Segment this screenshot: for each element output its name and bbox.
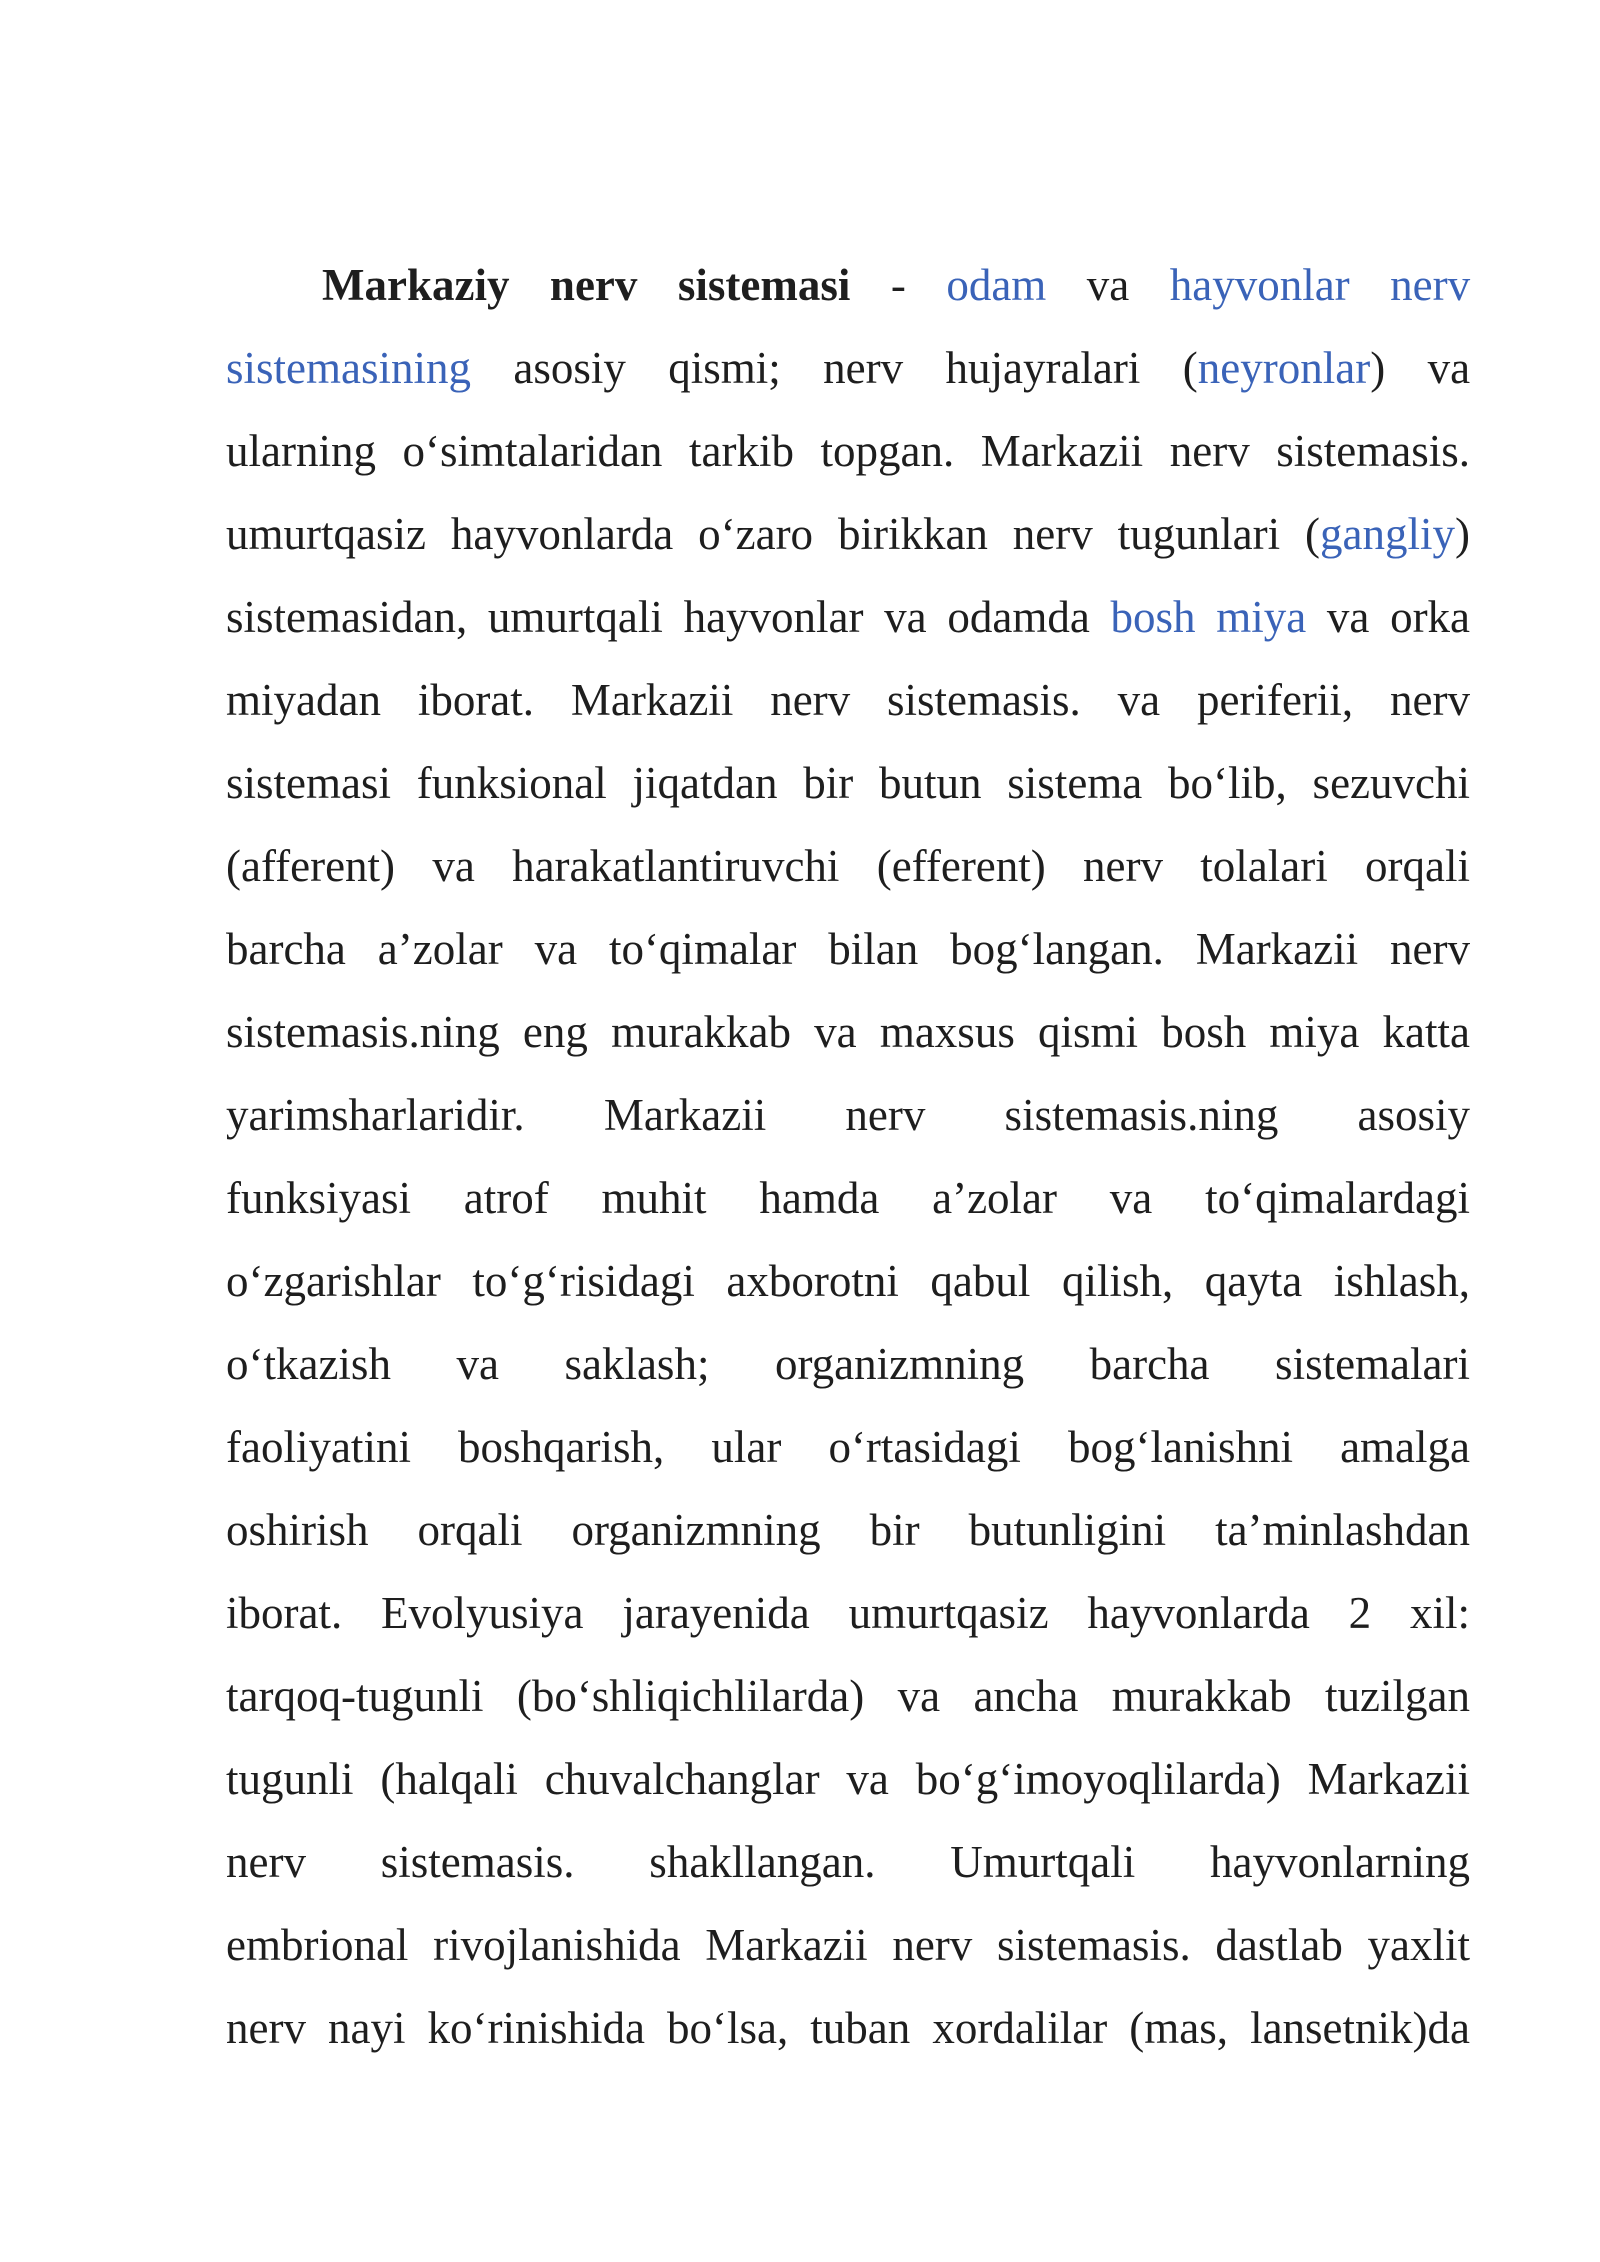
text-span: nerv <box>823 343 904 393</box>
text-line <box>226 410 1470 493</box>
text-span: (afferent) va harakatlantiruvchi (efferent) nerv tolalari orqali <box>226 841 1470 891</box>
text-line <box>226 1406 1470 1489</box>
inline-link[interactable]: odam <box>946 260 1047 310</box>
text-span: sistemasi funksional jiqatdan bir butun sistema bo‘lib, sezuvchi <box>226 758 1470 808</box>
text-span: va orka <box>1326 592 1471 642</box>
text-line <box>226 1157 1470 1240</box>
text-line <box>226 1489 1470 1572</box>
text-line <box>226 244 1470 327</box>
text-span: hujayralari <box>945 343 1141 393</box>
text-line <box>226 1987 1470 2070</box>
text-line <box>226 742 1470 825</box>
text-span: barcha a’zolar va to‘qimalar bilan bog‘langan. Markazii nerv <box>226 924 1470 974</box>
text-span: o‘tkazish va saklash; organizmning barcha sistemalari <box>226 1339 1470 1389</box>
inline-link[interactable]: bosh miya <box>1110 592 1307 642</box>
bold-term: nerv <box>549 260 638 310</box>
bold-term: sistemasi <box>677 260 851 310</box>
text-span: yarimsharlaridir. Markazii nerv sistemasis.ning asosiy <box>226 1090 1470 1140</box>
text-line <box>226 908 1470 991</box>
inline-link[interactable]: sistemasining <box>226 343 471 393</box>
text-span: ularning o‘simtalaridan tarkib topgan. Markazii nerv sistemasis. <box>226 426 1470 476</box>
text-span: ( <box>1182 343 1198 393</box>
text-span: tugunli (halqali chuvalchanglar va bo‘g‘imoyoqlilarda) Markazii <box>226 1754 1470 1804</box>
text-span: funksiyasi atrof muhit hamda a’zolar va to‘qimalardagi <box>226 1173 1470 1223</box>
text-span: faoliyatini boshqarish, ular o‘rtasidagi bog‘lanishni amalga <box>226 1422 1470 1472</box>
text-line <box>226 825 1470 908</box>
text-line <box>226 327 1470 410</box>
text-span: ) <box>1455 509 1470 559</box>
text-line <box>226 1904 1470 1987</box>
text-line <box>226 1240 1470 1323</box>
bold-term: Markaziy <box>322 260 510 310</box>
article-paragraph <box>226 244 1470 2070</box>
text-span: miyadan iborat. Markazii nerv sistemasis. va periferii, nerv <box>226 675 1470 725</box>
text-span: - <box>890 260 906 310</box>
text-line <box>226 1323 1470 1406</box>
text-span: nerv nayi ko‘rinishida bo‘lsa, tuban xordalilar (mas, lansetnik)da <box>226 2003 1470 2053</box>
text-line <box>226 991 1470 1074</box>
text-line <box>226 1074 1470 1157</box>
text-span: oshirish orqali organizmning bir butunligini ta’minlashdan <box>226 1505 1470 1555</box>
text-span: umurtqasiz hayvonlarda o‘zaro birikkan nerv tugunlari ( <box>226 509 1321 559</box>
text-line <box>226 1655 1470 1738</box>
inline-link[interactable]: gangliy <box>1320 509 1455 559</box>
text-span: sistemasidan, umurtqali hayvonlar va odamda <box>226 592 1090 642</box>
text-span: embrional rivojlanishida Markazii nerv sistemasis. dastlab yaxlit <box>226 1920 1470 1970</box>
text-line <box>226 659 1470 742</box>
text-span: va <box>1086 260 1130 310</box>
text-line <box>226 1572 1470 1655</box>
text-span: o‘zgarishlar to‘g‘risidagi axborotni qabul qilish, qayta ishlash, <box>226 1256 1470 1306</box>
text-line <box>226 576 1470 659</box>
text-span: nerv sistemasis. shakllangan. Umurtqali hayvonlarning <box>226 1837 1470 1887</box>
text-line <box>226 1738 1470 1821</box>
text-span: tarqoq-tugunli (bo‘shliqichlilarda) va ancha murakkab tuzilgan <box>226 1671 1470 1721</box>
inline-link[interactable]: neyronlar <box>1197 343 1371 393</box>
text-span: qismi; <box>668 343 781 393</box>
text-span: va <box>1427 343 1471 393</box>
inline-link[interactable]: nerv <box>1390 260 1471 310</box>
text-line <box>226 493 1470 576</box>
text-span: ) <box>1370 343 1386 393</box>
text-span: iborat. Evolyusiya jarayenida umurtqasiz hayvonlarda 2 xil: <box>226 1588 1470 1638</box>
inline-link[interactable]: hayvonlar <box>1169 260 1350 310</box>
text-span: sistemasis.ning eng murakkab va maxsus qismi bosh miya katta <box>226 1007 1470 1057</box>
text-line <box>226 1821 1470 1904</box>
text-span: asosiy <box>513 343 626 393</box>
